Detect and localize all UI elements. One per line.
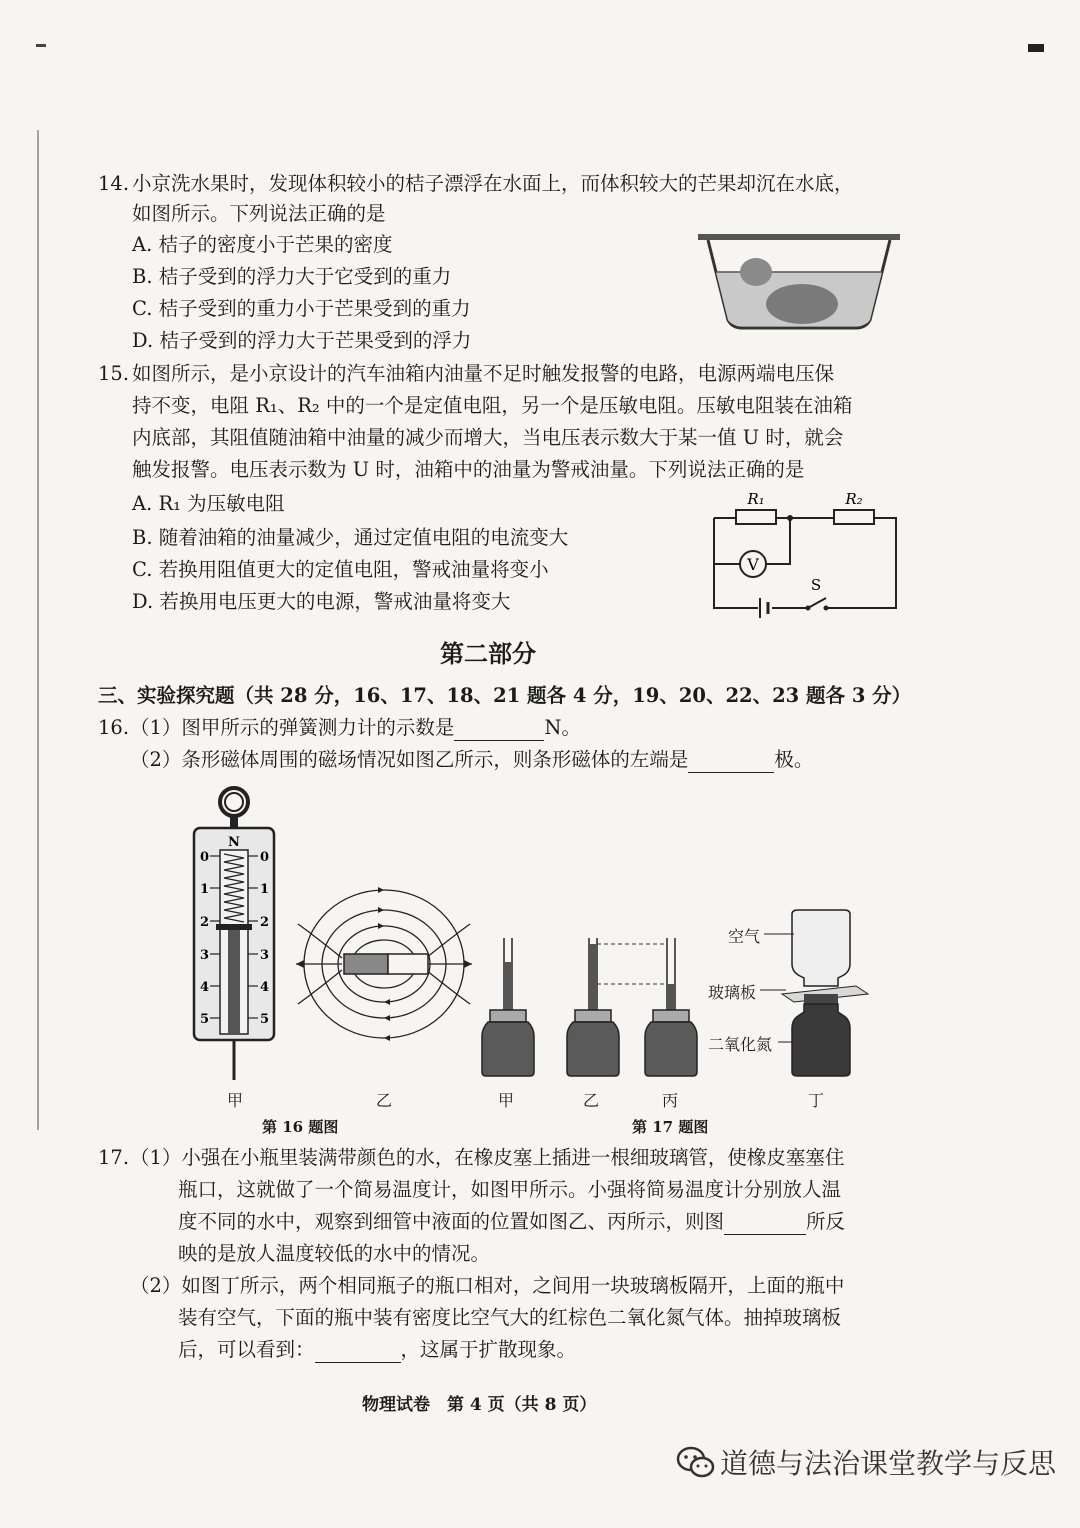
q17-p2-line3 xyxy=(178,1338,576,1363)
q17-number: 17. xyxy=(98,1146,130,1169)
scale-tick-left-2: 2 xyxy=(200,915,210,930)
q16-part1-unit: N。 xyxy=(544,716,581,739)
q16-answer-blank-2[interactable] xyxy=(688,748,774,773)
scale-tick-left-3: 3 xyxy=(200,948,210,963)
q16-part2-text: （2）条形磁体周围的磁场情况如图乙所示，则条形磁体的左端是 xyxy=(130,748,689,771)
q16-part1 xyxy=(130,716,581,741)
scale-tick-left-4: 4 xyxy=(200,980,210,995)
fig16-label-yi: 乙 xyxy=(376,1091,393,1110)
watermark-text: 道德与法治课堂教学与反思 xyxy=(720,1447,1057,1480)
q15-stem-line4: 触发报警。电压表示数为 U 时，油箱中的油量为警戒油量。下列说法正确的是 xyxy=(132,458,805,481)
glass-leader-line xyxy=(760,988,786,992)
orange-fruit xyxy=(740,258,772,286)
spring-scale-figure xyxy=(190,784,280,1084)
page-footer: 物理试卷 第 4 页（共 8 页） xyxy=(362,1395,597,1415)
q16-part2 xyxy=(130,748,813,773)
scale-tick-left-0: 0 xyxy=(200,850,210,865)
q17-p1-line3-suffix: 所反 xyxy=(806,1210,846,1233)
bar-magnet-right-end xyxy=(388,954,428,974)
q14-option-c: C. 桔子受到的重力小于芒果受到的重力 xyxy=(132,297,471,320)
q16-number: 16. xyxy=(98,716,130,739)
fig16-label-jia: 甲 xyxy=(227,1091,244,1110)
q15-stem-line1: 如图所示，是小京设计的汽车油箱内油量不足时触发报警的电路，电源两端电压保 xyxy=(132,362,835,385)
scale-tick-right-2: 2 xyxy=(260,915,270,930)
q16-answer-blank-1[interactable] xyxy=(454,716,544,741)
q17-p2-line3-suffix: ，这属于扩散现象。 xyxy=(400,1338,577,1361)
switch-label: S xyxy=(810,576,822,594)
air-label: 空气 xyxy=(728,927,761,946)
q17-p1-line3 xyxy=(178,1210,845,1235)
q17-p1-line4: 映的是放人温度较低的水中的情况。 xyxy=(178,1242,491,1265)
q16-part1-text: （1）图甲所示的弹簧测力计的示数是 xyxy=(130,716,455,739)
q14-stem-line1: 小京洗水果时，发现体积较小的桔子漂浮在水面上，而体积较大的芒果却沉在水底， xyxy=(132,172,854,195)
scale-unit: N xyxy=(228,835,240,850)
air-leader-line xyxy=(764,932,794,936)
q17-p1-line1: （1）小强在小瓶里装满带颜色的水，在橡皮塞上插进一根细玻璃管，使橡皮塞塞住 xyxy=(130,1146,845,1169)
fig17-label-jia: 甲 xyxy=(498,1091,515,1110)
glass-plate-label: 玻璃板 xyxy=(708,983,757,1002)
q16-part2-suffix: 极。 xyxy=(774,748,814,771)
r2-resistor xyxy=(834,510,874,524)
q17-answer-blank-2[interactable] xyxy=(315,1338,401,1363)
q15-option-c: C. 若换用阻值更大的定值电阻，警戒油量将变小 xyxy=(132,558,549,581)
fig17-label-ding: 丁 xyxy=(808,1091,825,1110)
fig17-caption: 第 17 题图 xyxy=(632,1118,709,1136)
fig16-caption: 第 16 题图 xyxy=(262,1118,339,1136)
q17-p2-line1: （2）如图丁所示，两个相同瓶子的瓶口相对，之间用一块玻璃板隔开，上面的瓶中 xyxy=(130,1274,845,1297)
wechat-icon xyxy=(676,1446,716,1480)
scale-tick-right-5: 5 xyxy=(260,1012,270,1027)
scan-edge-marks xyxy=(0,0,1080,200)
q15-stem-line3: 内底部，其阻值随油箱中油量的减少而增大，当电压表示数大于某一值 U 时，就会 xyxy=(132,426,844,449)
fig17-label-yi: 乙 xyxy=(583,1091,600,1110)
q17-p2-line2: 装有空气，下面的瓶中装有密度比空气大的红棕色二氧化氮气体。抽掉玻璃板 xyxy=(178,1306,842,1329)
q15-option-a: A. R₁ 为压敏电阻 xyxy=(132,492,285,515)
q15-option-b: B. 随着油箱的油量减少，通过定值电阻的电流变大 xyxy=(132,526,569,549)
q17-p2-line3-text: 后，可以看到： xyxy=(178,1338,315,1361)
scale-tick-left-1: 1 xyxy=(200,882,210,897)
q15-option-d: D. 若换用电压更大的电源，警戒油量将变大 xyxy=(132,590,511,613)
r1-label: R₁ xyxy=(747,490,765,508)
voltmeter-label: V xyxy=(747,555,759,574)
q14-option-a: A. 桔子的密度小于芒果的密度 xyxy=(132,233,393,256)
q14-option-d: D. 桔子受到的浮力大于芒果受到的浮力 xyxy=(132,329,472,352)
no2-label: 二氧化氮 xyxy=(708,1035,773,1054)
r2-label: R₂ xyxy=(845,490,863,508)
fruit-basin-figure xyxy=(698,232,900,332)
q17-p1-line2: 瓶口，这就做了一个简易温度计，如图甲所示。小强将简易温度计分别放人温 xyxy=(178,1178,842,1201)
q14-stem-line2: 如图所示。下列说法正确的是 xyxy=(132,202,386,225)
scale-tick-right-3: 3 xyxy=(260,948,270,963)
q17-p1-line3-text: 度不同的水中，观察到细管中液面的位置如图乙、丙所示，则图 xyxy=(178,1210,725,1233)
bar-magnet-left-end xyxy=(344,954,388,974)
alarm-circuit-diagram xyxy=(710,488,900,613)
bar-magnet-field-figure xyxy=(292,884,476,1044)
q15-stem-line2: 持不变，电阻 R₁、R₂ 中的一个是定值电阻，另一个是压敏电阻。压敏电阻装在油箱 xyxy=(132,394,853,417)
q15-number: 15. xyxy=(98,362,130,385)
thermometer-bottles-figure xyxy=(480,932,700,1078)
scale-tick-right-1: 1 xyxy=(260,882,270,897)
r1-resistor xyxy=(736,510,776,524)
q14-option-b: B. 桔子受到的浮力大于它受到的重力 xyxy=(132,265,452,288)
scale-tick-right-0: 0 xyxy=(260,850,270,865)
section3-header: 三、实验探究题（共 28 分，16、17、18、21 题各 4 分，19、20、22、23 题各 3 分） xyxy=(98,684,912,707)
mango-fruit xyxy=(766,284,838,324)
part2-title: 第二部分 xyxy=(440,639,536,668)
scale-tick-left-5: 5 xyxy=(200,1012,210,1027)
scale-tick-right-4: 4 xyxy=(260,980,270,995)
fig17-label-bing: 丙 xyxy=(662,1091,679,1110)
no2-leader-line xyxy=(778,1040,792,1044)
q14-number: 14. xyxy=(98,172,130,195)
q17-answer-blank-1[interactable] xyxy=(724,1210,806,1235)
